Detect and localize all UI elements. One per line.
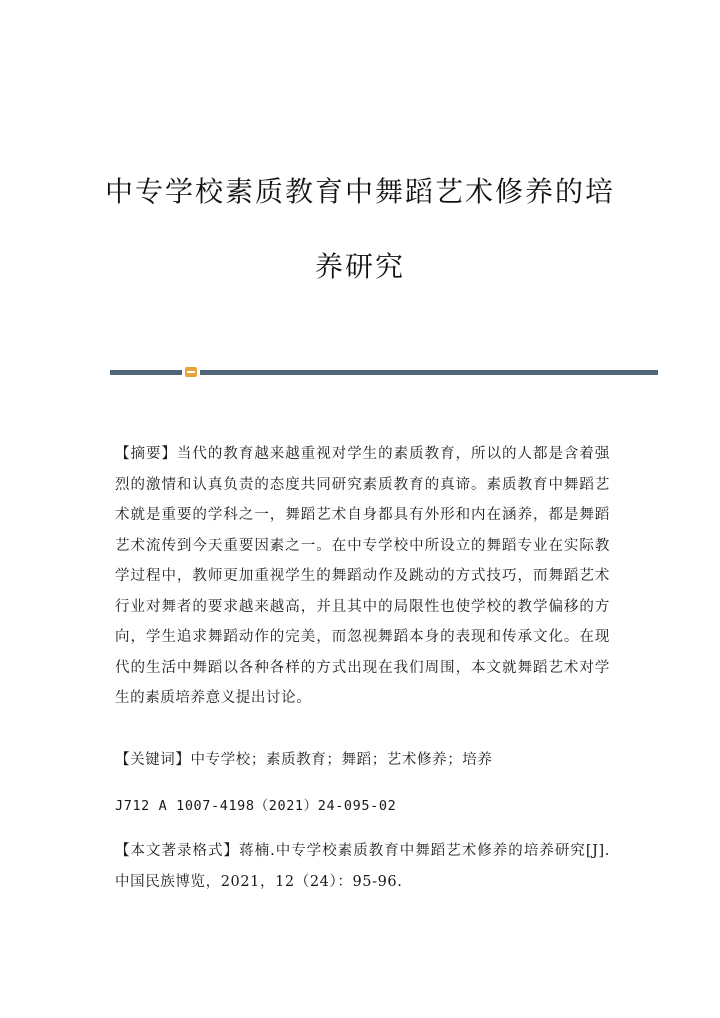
divider-bar-left	[110, 370, 182, 375]
abstract-text: 当代的教育越来越重视对学生的素质教育，所以的人都是含着强烈的激情和认真负责的态度共同研究素质教育的真谛。素质教育中舞蹈艺术就是重要的学科之一，舞蹈艺术自身都具有外形和内在涵养，都是舞蹈艺术流传到今天重要因素之一。在中专学校中所设立的舞蹈专业在实际教学过程中，教师更加重视学生的舞蹈动作及跳动的方式技巧，而舞蹈艺术行业对舞者的要求越来越高，并且其中的局限性也使学校的教学偏移的方向，学生追求舞蹈动作的完美，而忽视舞蹈本身的表现和传承文化。在现代的生活中舞蹈以各种各样的方式出现在我们周围，本文就舞蹈艺术对学生的素质培养意义提出讨论。	[115, 446, 610, 706]
citation-text: 蒋楠.中专学校素质教育中舞蹈艺术修养的培养研究[J].中国民族博览，2021，12（24）：95-96.	[115, 843, 610, 890]
divider-bar-right	[200, 370, 658, 375]
keywords-label: 【关键词】	[115, 752, 191, 768]
title-line-2: 养研究	[314, 250, 405, 283]
title-divider	[110, 367, 658, 377]
citation-paragraph	[115, 836, 610, 897]
abstract-paragraph	[115, 439, 610, 714]
citation-label: 【本文著录格式】	[115, 843, 240, 859]
keywords-text: 中专学校；素质教育；舞蹈；艺术修养；培养	[190, 752, 493, 768]
keywords-paragraph	[115, 745, 610, 776]
classification-code: J712 A 1007-4198（2021）24-095-02	[115, 798, 397, 814]
abstract-label: 【摘要】	[115, 446, 177, 462]
divider-badge-icon	[185, 367, 197, 377]
title-line-1: 中专学校素质教育中舞蹈艺术修养的培	[104, 175, 615, 208]
